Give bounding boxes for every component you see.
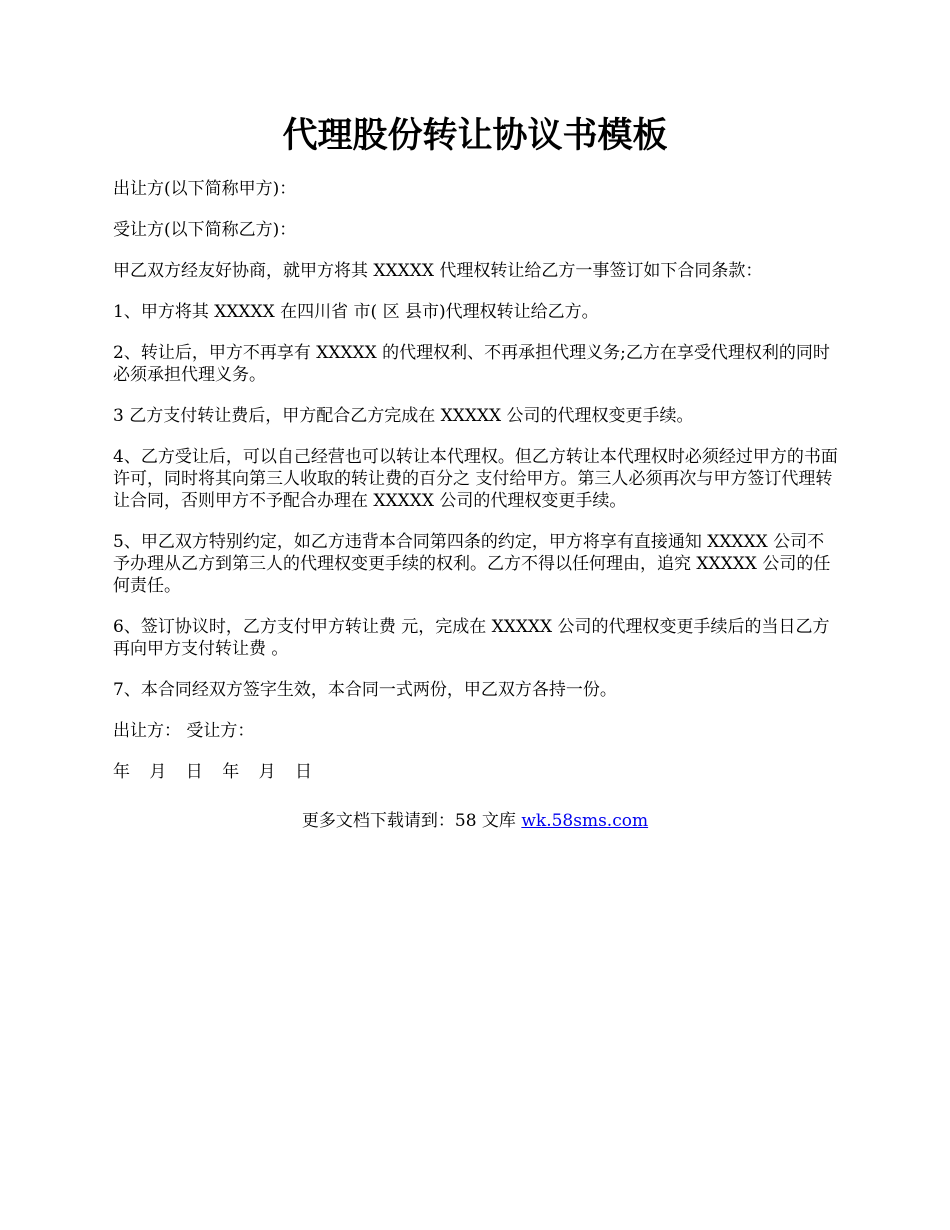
clause-2: 2、转让后，甲方不再享有 XXXXX 的代理权利、不再承担代理义务;乙方在享受代理权利的同时必须承担代理义务。 (113, 343, 830, 385)
clause-7: 7、本合同经双方签字生效，本合同一式两份，甲乙双方各持一份。 (113, 680, 617, 700)
paragraph-intro: 甲乙双方经友好协商，就甲方将其 XXXXX 代理权转让给乙方一事签订如下合同条款： (113, 261, 763, 281)
date-line: 年 月 日 年 月 日 (113, 762, 320, 782)
clause-3: 3 乙方支付转让费后，甲方配合乙方完成在 XXXXX 公司的代理权变更手续。 (113, 406, 694, 426)
paragraph-transferor: 出让方(以下简称甲方)： (113, 179, 297, 199)
document-body (113, 178, 838, 802)
footer-text: 更多文档下载请到：58 文库 (301, 811, 522, 831)
document-title: 代理股份转让协议书模板 (282, 115, 668, 156)
clause-1: 1、甲方将其 XXXXX 在四川省 市( 区 县市)代理权转让给乙方。 (113, 302, 599, 322)
footer (0, 810, 950, 832)
signature-line: 出让方： 受让方： (113, 721, 255, 741)
clause-6: 6、签订协议时，乙方支付甲方转让费 元，完成在 XXXXX 公司的代理权变更手续后的当日乙方再向甲方支付转让费 。 (113, 617, 830, 659)
paragraph-transferee: 受让方(以下简称乙方)： (113, 220, 297, 240)
footer-link[interactable]: wk.58sms.com (521, 811, 649, 831)
clause-4: 4、乙方受让后，可以自己经营也可以转让本代理权。但乙方转让本代理权时必须经过甲方的书面许可，同时将其向第三人收取的转让费的百分之 支付给甲方。第三人必须再次与甲方签订代理转让合同，否则甲方不予配合办理在 XXXXX 公司的代理权变更手续。 (113, 447, 838, 511)
clause-5: 5、甲乙双方特别约定，如乙方违背本合同第四条的约定，甲方将享有直接通知 XXXXX 公司不予办理从乙方到第三人的代理权变更手续的权利。乙方不得以任何理由，追究 XXXXX 公司的任何责任。 (113, 532, 831, 596)
